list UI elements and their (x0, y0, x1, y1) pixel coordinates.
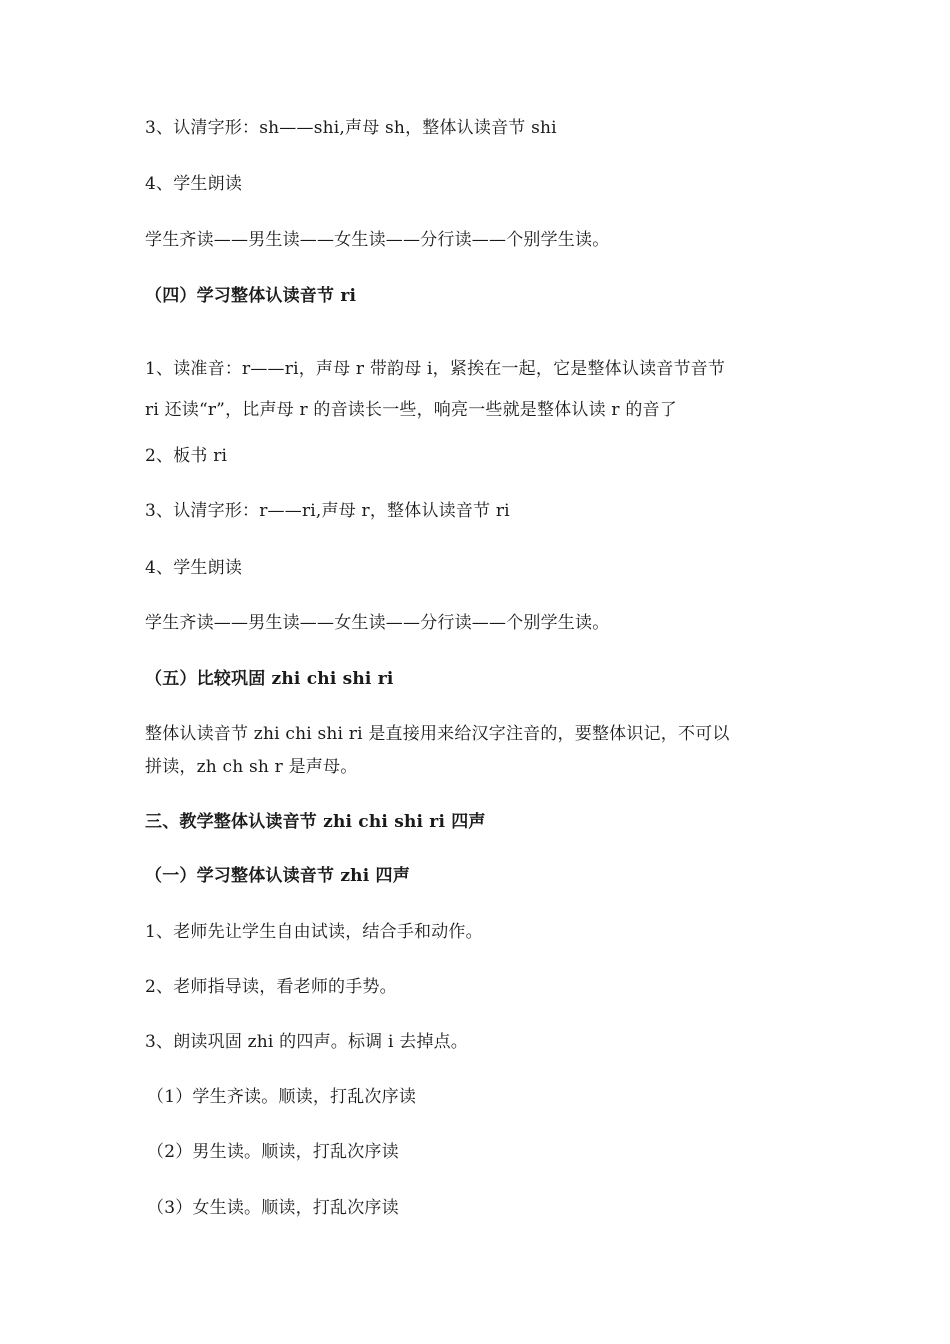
section-heading: （五）比较巩固 zhi chi shi ri (145, 669, 394, 689)
text-line: 3、朗读巩固 zhi 的四声。标调 i 去掉点。 (145, 1032, 469, 1052)
list-item: （3）女生读。顺读，打乱次序读 (147, 1198, 399, 1218)
text-line: ri 还读“r”，比声母 r 的音读长一些，响亮一些就是整体认读 r 的音了 (145, 400, 677, 420)
text-line: 4、学生朗读 (145, 174, 243, 194)
text-line: 3、认清字形：sh——shi,声母 sh，整体认读音节 shi (145, 118, 557, 138)
text-line: 3、认清字形：r——ri,声母 r，整体认读音节 ri (145, 501, 510, 521)
section-heading: 三、教学整体认读音节 zhi chi shi ri 四声 (145, 812, 486, 832)
text-line: 学生齐读——男生读——女生读——分行读——个别学生读。 (145, 230, 610, 250)
text-line: 学生齐读——男生读——女生读——分行读——个别学生读。 (145, 613, 610, 633)
text-line: 整体认读音节 zhi chi shi ri 是直接用来给汉字注音的，要整体识记，不可以 (145, 724, 730, 744)
text-line: 2、板书 ri (145, 446, 228, 466)
list-item: （1）学生齐读。顺读，打乱次序读 (147, 1087, 417, 1107)
list-item: （2）男生读。顺读，打乱次序读 (147, 1142, 399, 1162)
text-line: 4、学生朗读 (145, 558, 243, 578)
text-line: 2、老师指导读，看老师的手势。 (145, 977, 397, 997)
text-line: 1、老师先让学生自由试读，结合手和动作。 (145, 922, 483, 942)
text-line: 拼读，zh ch sh r 是声母。 (145, 757, 358, 777)
section-heading: （四）学习整体认读音节 ri (145, 286, 357, 306)
text-line: 1、读准音：r——ri，声母 r 带韵母 i，紧挨在一起，它是整体认读音节音节 (145, 359, 726, 379)
section-heading: （一）学习整体认读音节 zhi 四声 (145, 866, 410, 886)
